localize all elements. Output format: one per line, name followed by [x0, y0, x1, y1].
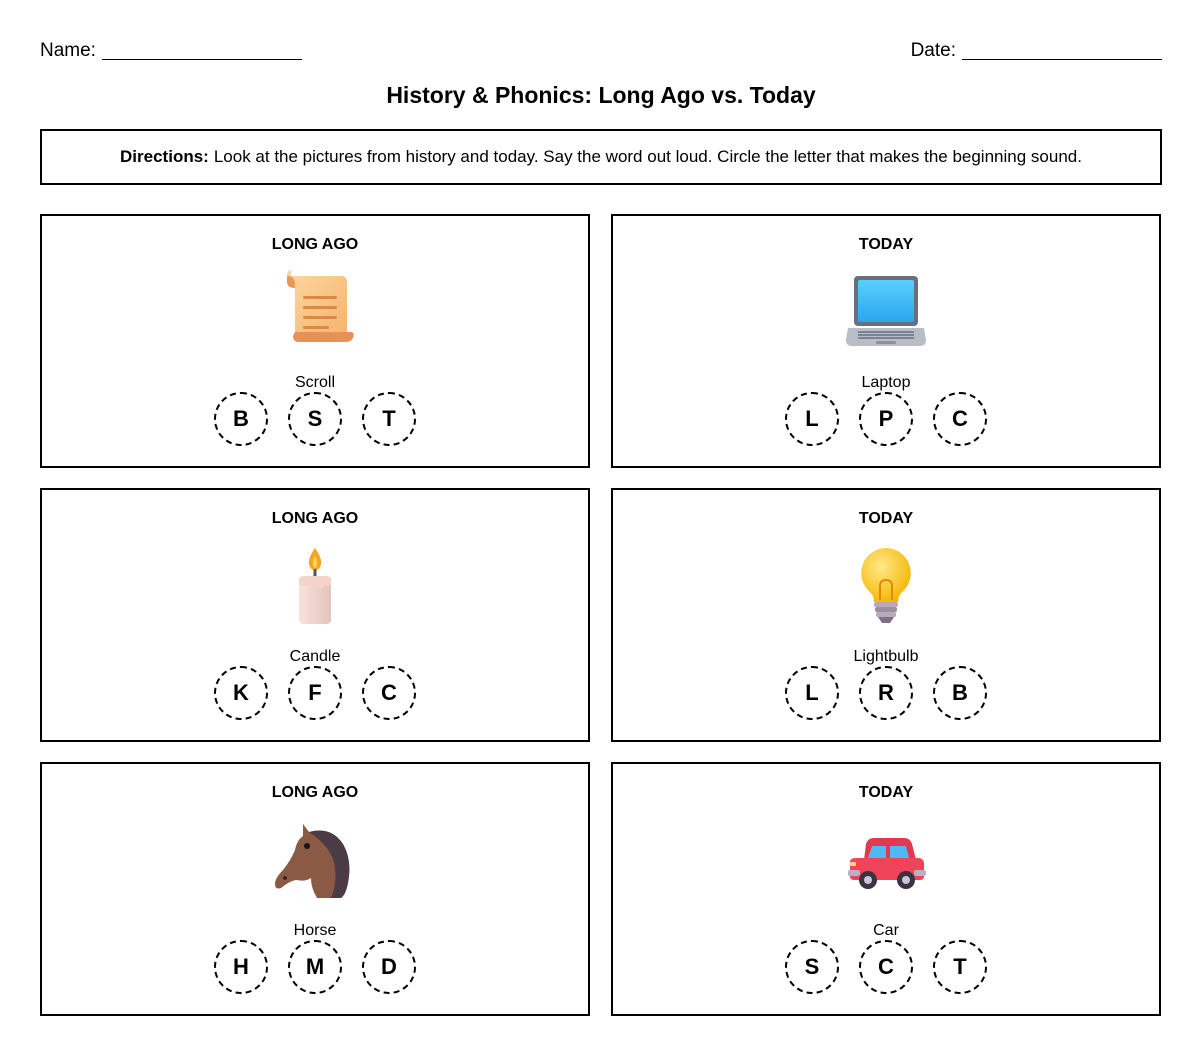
- letter-option[interactable]: D: [362, 940, 416, 994]
- letter-option[interactable]: C: [933, 392, 987, 446]
- name-label: Name:: [40, 40, 96, 61]
- letter-option[interactable]: K: [214, 666, 268, 720]
- era-label: LONG AGO: [271, 510, 359, 527]
- letter-option[interactable]: P: [859, 392, 913, 446]
- era-label: TODAY: [858, 510, 914, 527]
- name-field: [40, 40, 302, 62]
- letter-options: [42, 392, 588, 446]
- laptop-icon: [844, 270, 928, 354]
- word-label: Laptop: [861, 374, 911, 391]
- letter-option[interactable]: L: [785, 666, 839, 720]
- era-label: TODAY: [858, 784, 914, 801]
- lightbulb-icon: [844, 544, 928, 628]
- era-label: LONG AGO: [271, 784, 359, 801]
- date-field: [911, 40, 1162, 62]
- letter-options: [613, 940, 1159, 994]
- era-label: LONG AGO: [271, 236, 359, 253]
- word-label: Horse: [293, 922, 337, 939]
- card-horse: [40, 762, 590, 1016]
- letter-options: [613, 392, 1159, 446]
- letter-option[interactable]: B: [933, 666, 987, 720]
- card-car: [611, 762, 1161, 1016]
- horse-icon: [273, 818, 357, 902]
- card-scroll: [40, 214, 590, 468]
- directions-box: [40, 129, 1162, 185]
- letter-option[interactable]: C: [859, 940, 913, 994]
- scroll-icon: [273, 270, 357, 354]
- letter-option[interactable]: R: [859, 666, 913, 720]
- letter-options: [613, 666, 1159, 720]
- candle-icon: [273, 544, 357, 628]
- word-label: Lightbulb: [853, 648, 919, 665]
- letter-option[interactable]: S: [288, 392, 342, 446]
- letter-option[interactable]: S: [785, 940, 839, 994]
- letter-option[interactable]: T: [933, 940, 987, 994]
- letter-options: [42, 940, 588, 994]
- date-blank-line[interactable]: [962, 45, 1162, 60]
- directions-text: Look at the pictures from history and today. Say the word out loud. Circle the letter that makes the beginning sound.: [213, 147, 1082, 166]
- letter-option[interactable]: C: [362, 666, 416, 720]
- card-candle: [40, 488, 590, 742]
- letter-option[interactable]: L: [785, 392, 839, 446]
- date-label: Date:: [910, 40, 956, 61]
- word-label: Scroll: [294, 374, 335, 391]
- card-lightbulb: [611, 488, 1161, 742]
- era-label: TODAY: [858, 236, 914, 253]
- letter-option[interactable]: B: [214, 392, 268, 446]
- directions-label: Directions:: [120, 147, 209, 166]
- car-icon: [844, 818, 928, 902]
- letter-option[interactable]: F: [288, 666, 342, 720]
- worksheet-title: History & Phonics: Long Ago vs. Today: [386, 82, 816, 108]
- name-blank-line[interactable]: [102, 45, 302, 60]
- letter-option[interactable]: H: [214, 940, 268, 994]
- card-laptop: [611, 214, 1161, 468]
- letter-options: [42, 666, 588, 720]
- letter-option[interactable]: M: [288, 940, 342, 994]
- word-label: Car: [873, 922, 899, 939]
- word-label: Candle: [289, 648, 341, 665]
- letter-option[interactable]: T: [362, 392, 416, 446]
